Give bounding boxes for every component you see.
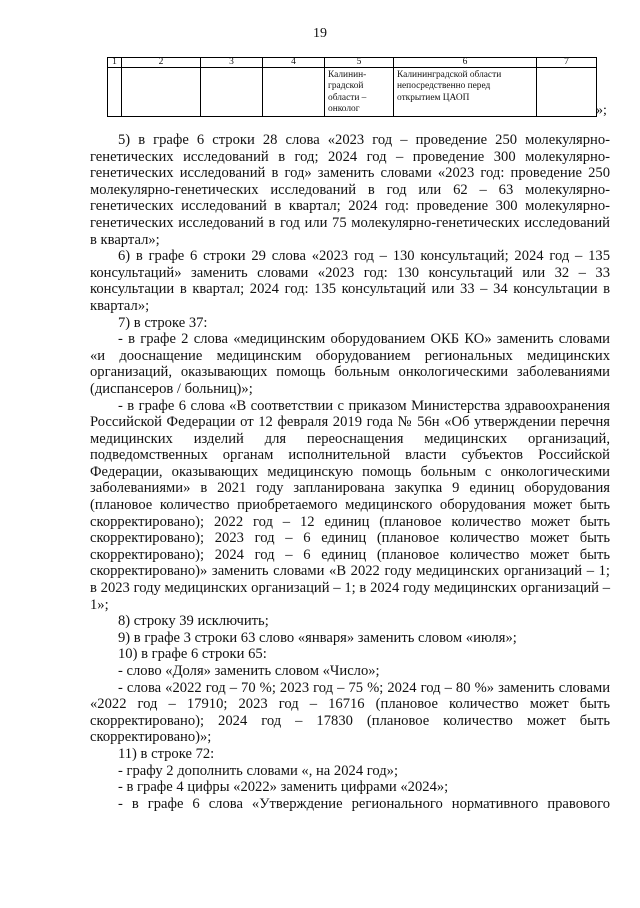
paragraph: 7) в строке 37: — [118, 314, 208, 331]
paragraph: - графу 2 дополнить словами «, на 2024 год»; — [118, 762, 399, 779]
paragraph: 5) в графе 6 строки 28 слова «2023 год – проведение 250 молекулярно-генетических исследований в год; 2024 год – проведение 300 молекулярно-генетических исследований в год» заменить словами «2023 год: проведение 250 молекулярно-генетических исследований в год или 62 – 63 молекулярно-генетических исследований в квартал; 2024 год: проведение 300 молекулярно-генетических исследований в год или 75 молекулярно-генетических исследований в квартал»; — [90, 132, 610, 248]
paragraph: - в графе 2 слова «медицинским оборудованием ОКБ КО» заменить словами «и дооснащение медицинским оборудованием региональных медицинских организаций, оказывающих помощь больным онкологическими заболеваниями (диспансеров / больниц)»; — [90, 331, 610, 397]
paragraph: - в графе 4 цифры «2022» заменить цифрами «2024»; — [118, 779, 449, 796]
table-row — [108, 68, 597, 117]
table-cell-col6: Калининградской области непосредственно перед открытием ЦАОП — [394, 68, 537, 117]
table-header-row — [108, 58, 597, 68]
paragraph: 10) в графе 6 строки 65: — [118, 646, 267, 663]
paragraph: 9) в графе 3 строки 63 слово «января» заменить словом «июля»; — [118, 629, 517, 646]
table-closing-quote: »; — [596, 103, 607, 118]
paragraph: 6) в графе 6 строки 29 слова «2023 год – 130 консультаций; 2024 год – 135 консультаций» заменить словами «2023 год: 130 консультаций или 32 – 33 консультации в квартал; 2024 год: 135 консультаций или 33 – 34 консультации в квартал»; — [90, 248, 610, 314]
table-cell-col5: Калинин-градской области – онколог — [325, 68, 394, 117]
table-header-cell: 4 — [263, 58, 325, 68]
table-cell — [108, 68, 122, 117]
paragraph: - в графе 6 слова «В соответствии с приказом Министерства здравоохранения Российской Федерации от 12 февраля 2019 года № 56н «Об утверждении перечня медицинских изделий для переоснащения медицинских организаций, подведомственных органам исполнительной власти субъектов Российской Федерации, оказывающих медицинскую помощь больным с онкологическими заболеваниями» в 2021 году запланирована закупка 9 единиц оборудования (плановое количество приобретаемого медицинского оборудования может быть скорректировано); 2022 год – 12 единиц (плановое количество может быть скорректировано); 2023 год – 6 единиц (плановое количество может быть скорректировано); 2024 год – 6 единиц (плановое количество может быть скорректировано)» заменить словами «В 2022 году медицинских организаций – 1; в 2023 году медицинских организаций – 1; в 2024 году медицинских организаций – 1»; — [90, 397, 610, 613]
table-header-cell: 1 — [108, 58, 122, 68]
paragraph: 11) в строке 72: — [118, 745, 215, 762]
document-body — [90, 132, 610, 812]
table-header-cell: 7 — [537, 58, 597, 68]
table-header-cell: 3 — [201, 58, 263, 68]
table-cell — [263, 68, 325, 117]
amendment-table — [107, 57, 597, 117]
paragraph: - слово «Доля» заменить словом «Число»; — [118, 663, 380, 679]
paragraph: - слова «2022 год – 70 %; 2023 год – 75 %; 2024 год – 80 %» заменить словами «2022 год – 17910; 2023 год – 16716 (плановое количество может быть скорректировано); 2024 год – 17830 (плановое количество может быть скорректировано)»; — [90, 679, 610, 746]
paragraph: - в графе 6 слова «Утверждение регионального нормативного правового — [118, 795, 610, 812]
table-cell — [537, 68, 597, 117]
table-cell — [201, 68, 263, 117]
paragraph: 8) строку 39 исключить; — [118, 613, 269, 630]
table-cell — [122, 68, 201, 117]
table-header-cell: 2 — [122, 58, 201, 68]
table-header-cell: 6 — [394, 58, 537, 68]
table-header-cell: 5 — [325, 58, 394, 68]
page-number: 19 — [313, 26, 327, 41]
